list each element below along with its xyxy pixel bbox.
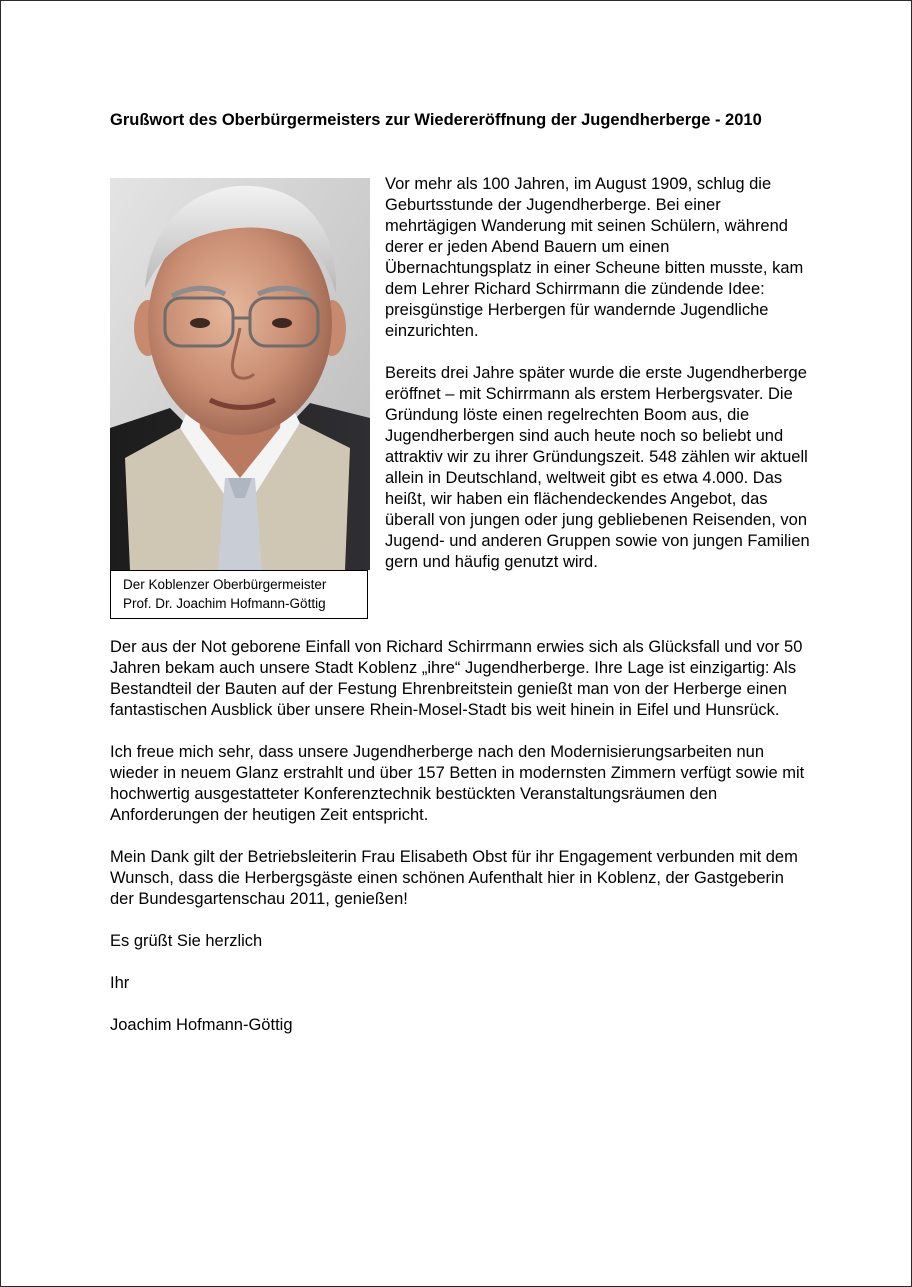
- portrait-caption: [110, 570, 368, 619]
- portrait-image: [110, 178, 370, 570]
- portrait-figure: [110, 178, 370, 620]
- caption-line-1: Der Koblenzer Oberbürgermeister: [123, 577, 327, 592]
- paragraph-1: Vor mehr als 100 Jahren, im August 1909, schlug die Geburtsstunde der Jugendherberge. Bei einer mehrtägigen Wanderung mit seinen Schülern, während derer er jeden Abend Bauern um einen Übernachtungsplatz in einer Scheune bitten musste, kam dem Lehrer Richard Schirrmann die zündende Idee: preisgünstige Herbergen für wandernde Jugendliche einzurichten.: [385, 175, 804, 340]
- caption-line-2: Prof. Dr. Joachim Hofmann-Göttig: [123, 596, 326, 611]
- intro-column: [385, 174, 810, 594]
- paragraph-2: Bereits drei Jahre später wurde die erste Jugendherberge eröffnet – mit Schirrmann als erstem Herbergsvater. Die Gründung löste einen regelrechten Boom aus, die Jugendherbergen sind auch heute noch so beliebt und attraktiv wir zu ihrer Gründungszeit. 548 zählen wir aktuell allein in Deutschland, weltweit gibt es etwa 4.000. Das heißt, wir haben ein flächendeckendes Angebot, das überall von jungen oder jung gebliebenen Reisenden, von Jugend- und anderen Gruppen sowie von jungen Familien gern und häufig genutzt wird.: [385, 364, 810, 571]
- paragraph-4: Ich freue mich sehr, dass unsere Jugendherberge nach den Modernisierungsarbeiten nun wieder in neuem Glanz erstrahlt und über 157 Betten in modernsten Zimmern verfügt sowie mit hochwertig ausgestatteter Konferenztechnik bestückten Veranstaltungsräumen den Anforderungen der heutigen Zeit entspricht.: [110, 743, 805, 824]
- paragraph-3: Der aus der Not geborene Einfall von Richard Schirrmann erwies sich als Glücksfall und vor 50 Jahren bekam auch unsere Stadt Koblenz „ihre“ Jugendherberge. Ihre Lage ist einzigartig: Als Bestandteil der Bauten auf der Festung Ehrenbreitstein genießt man von der Herberge einen fantastischen Ausblick über unsere Rhein-Mosel-Stadt bis weit hinein in Eifel und Hunsrück.: [110, 638, 803, 719]
- body-text: [110, 637, 810, 1057]
- paragraph-5: Mein Dank gilt der Betriebsleiterin Frau Elisabeth Obst für ihr Engagement verbunden mit dem Wunsch, dass die Herbergsgäste einen schönen Aufenthalt hier in Koblenz, der Gastgeberin der Bundesgartenschau 2011, genießen!: [110, 848, 798, 908]
- closing-greeting: Es grüßt Sie herzlich: [110, 932, 263, 950]
- page-title: Grußwort des Oberbürgermeisters zur Wiedereröffnung der Jugendherberge - 2010: [110, 111, 762, 129]
- portrait-photo: [110, 178, 370, 570]
- signature-name: Joachim Hofmann-Göttig: [110, 1016, 293, 1034]
- closing-ihr: Ihr: [110, 974, 130, 992]
